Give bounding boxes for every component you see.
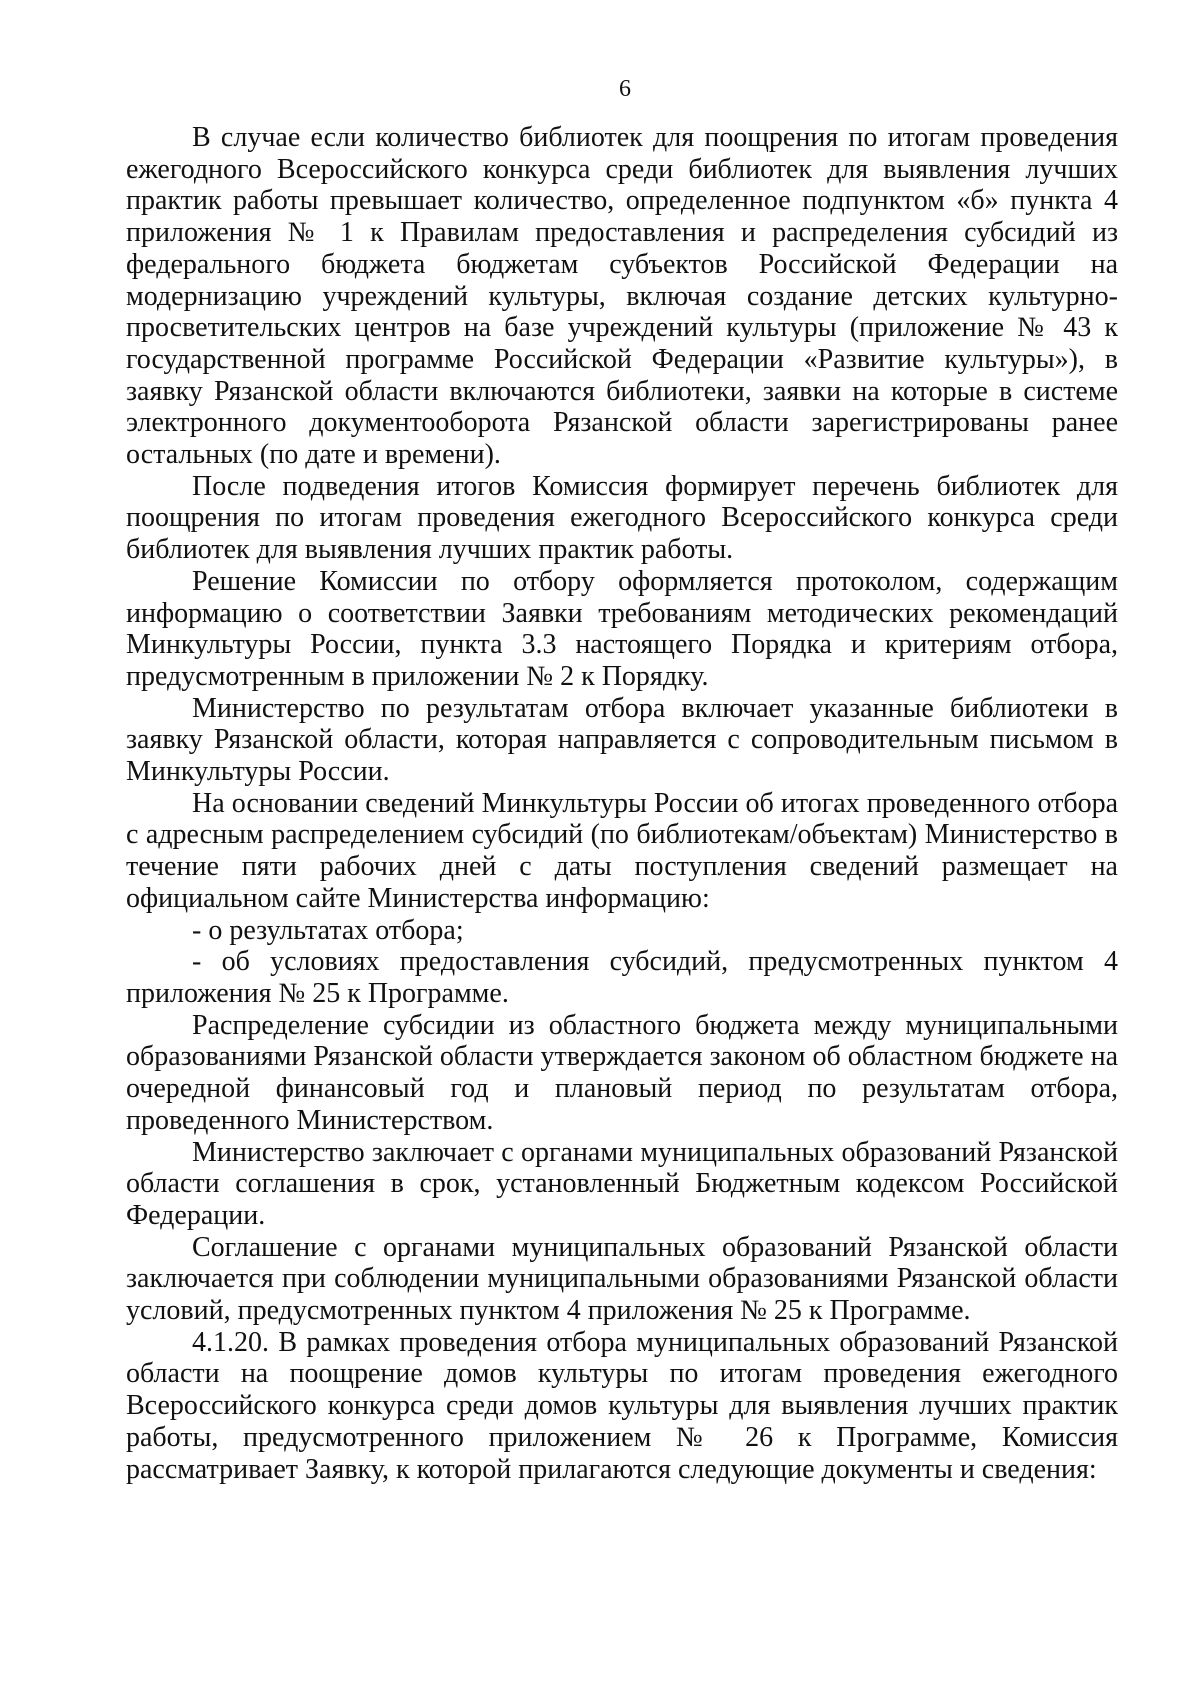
paragraph-agreement-conditions: Соглашение с органами муниципальных образований Рязанской области заключается при соблюдении муниципальными образованиями Рязанской области условий, предусмотренных пунктом 4 приложения № 25 к Программе. <box>126 1231 1118 1327</box>
paragraph-section-4-1-20: 4.1.20. В рамках проведения отбора муниципальных образований Рязанской области на поощрение домов культуры по итогам проведения ежегодного Всероссийского конкурса среди домов культуры для выявления лучших практик работы, предусмотренного приложением № 26 к Программе, Комиссия рассматривает Заявку, к которой прилагаются следующие документы и сведения: <box>126 1326 1118 1485</box>
list-item-results: - о результатах отбора; <box>192 914 464 946</box>
paragraph-commission-list: После подведения итогов Комиссия формирует перечень библиотек для поощрения по итогам проведения ежегодного Всероссийского конкурса среди библиотек для выявления лучших практик работы. <box>126 470 1118 566</box>
paragraph-ministry-application: Министерство по результатам отбора включает указанные библиотеки в заявку Рязанской области, которая направляется с сопроводительным письмом в Минкультуры России. <box>126 692 1118 788</box>
paragraph-distribution: Распределение субсидии из областного бюджета между муниципальными образованиями Рязанской области утверждается законом об областном бюджете на очередной финансовый год и плановый период по результатам отбора, проведенного Министерством. <box>126 1009 1118 1136</box>
page-number: 6 <box>619 76 631 102</box>
paragraph-publication: На основании сведений Минкультуры России об итогах проведенного отбора с адресным распределением субсидий (по библиотекам/объектам) Министерство в течение пяти рабочих дней с даты поступления сведений размещает на официальном сайте Министерства информацию: <box>126 787 1118 914</box>
paragraph-commission-decision: Решение Комиссии по отбору оформляется протоколом, содержащим информацию о соответствии Заявки требованиям методических рекомендаций Минкультуры России, пункта 3.3 настоящего Порядка и критериям отбора, предусмотренным в приложении № 2 к Порядку. <box>126 565 1118 692</box>
document-body <box>126 122 1118 1485</box>
paragraph-agreements: Министерство заключает с органами муниципальных образований Рязанской области соглашения в срок, установленный Бюджетным кодексом Российской Федерации. <box>126 1136 1118 1231</box>
list-item-conditions: - об условиях предоставления субсидий, предусмотренных пунктом 4 приложения № 25 к Программе. <box>126 946 1118 1009</box>
paragraph-libraries-limit: В случае если количество библиотек для поощрения по итогам проведения ежегодного Всероссийского конкурса среди библиотек для выявления лучших практик работы превышает количество, определенное подпунктом «б» пункта 4 приложения № 1 к Правилам предоставления и распределения субсидий из федерального бюджета бюджетам субъектов Российской Федерации на модернизацию учреждений культуры, включая создание детских культурно-просветительских центров на базе учреждений культуры (приложение № 43 к государственной программе Российской Федерации «Развитие культуры»), в заявку Рязанской области включаются библиотеки, заявки на которые в системе электронного документооборота Рязанской области зарегистрированы ранее остальных (по дате и времени). <box>126 122 1118 471</box>
